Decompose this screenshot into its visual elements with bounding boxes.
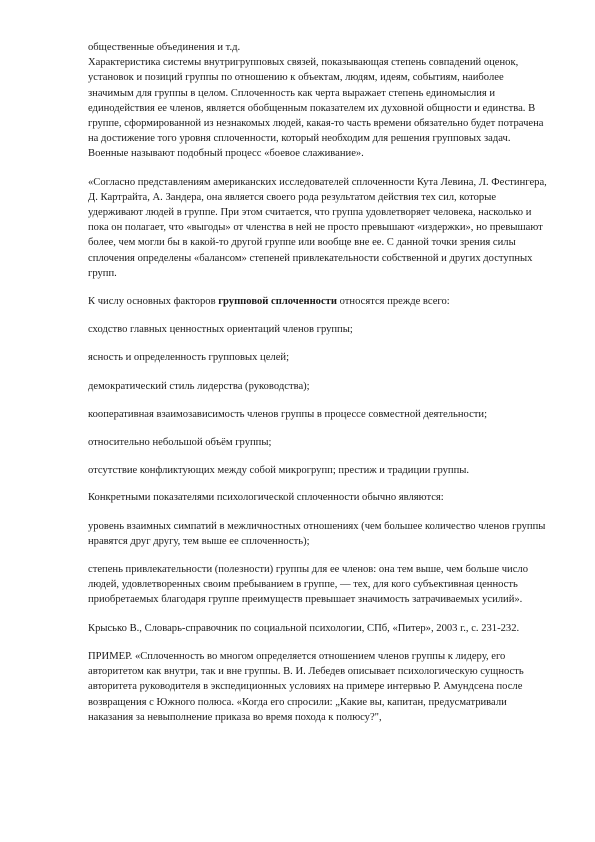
bold-term: групповой сплоченности [218,296,337,308]
list-item: ясность и определенность групповых целей; [88,352,290,364]
list-item: сходство главных ценностных ориентаций членов группы; [88,324,353,336]
paragraph: уровень взаимных симпатий в межличностных отношениях (чем большее количество членов группы нравятся друг другу, тем выше ее сплоченность); [88,520,546,547]
list-item: демократический стиль лидерства (руководства); [88,380,310,392]
paragraph: степень привлекательности (полезности) группы для ее членов: она тем выше, чем больше число людей, удовлетворенных своим пребыванием в группе, — тех, для кого субъективная ценность приобретаемых благодаря группе преимуществ превышает значимость затрачиваемых усилий». [88,564,528,606]
paragraph: общественные объединения и т.д. [88,42,241,53]
text-span: К числу основных факторов [88,296,219,308]
paragraph: Конкретными показателями психологической сплоченности обычно являются: [88,492,444,504]
paragraph: Характеристика системы внутригрупповых связей, показывающая степень совпадений оценок, установок и позиций группы по отношению к объектам, людям, идеям, событиям, наиболее значимым для группы в целом. Сплоченность как черта выражает степень единомыслия и единодействия ее членов, является обобщенным показателем их духовной общности и единства. В группе, сформированной из незнакомых людей, какая-то часть времени обязательно будет потрачена на достижение того уровня сплоченности, который необходим для решения групповых задач. Военные называют подобный процесс «боевое слаживание». [88,57,544,160]
paragraph [88,294,548,309]
list-item: относительно небольшой объём группы; [88,437,272,449]
paragraph: ПРИМЕР. «Сплоченность во многом определяется отношением членов группы к лидеру, его авторитетом как внутри, так и вне группы. В. И. Лебедев описывает психологическую сущность авторитета руководителя в экспедиционных условиях на примере интервью Р. Амундсена после возвращения с Южного полюса. «Когда его спросили: „Какие вы, капитан, предусматривали наказания за невыполнение приказа во время похода к полюсу?", [88,650,524,723]
list-item: отсутствие конфликтующих между собой микрогрупп; престиж и традиции группы. [88,465,470,477]
text-span: относятся прежде всего: [336,296,450,308]
list-item: кооперативная взаимозависимость членов группы в процессе совместной деятельности; [88,408,488,420]
document-page [88,40,548,725]
citation: Крысько В., Словарь-справочник по социальной психологии, СПб, «Питер», 2003 г., с. 231-232. [88,622,520,634]
paragraph: «Согласно представлениям американских исследователей сплоченности Кута Левина, Л. Фестингера, Д. Картрайта, А. Зандера, она является своего рода результатом действия тех сил, которые удерживают людей в группе. При этом считается, что группа удовлетворяет человека, насколько и пока он полагает, что «выгоды» от членства в ней не просто превышают «издержки», но превышают более, чем могли бы в какой-то другой группе или вообще вне ее. С данной точки зрения силы сплочения определены «балансом» степеней привлекательности собственной и других доступных групп. [88,176,547,279]
